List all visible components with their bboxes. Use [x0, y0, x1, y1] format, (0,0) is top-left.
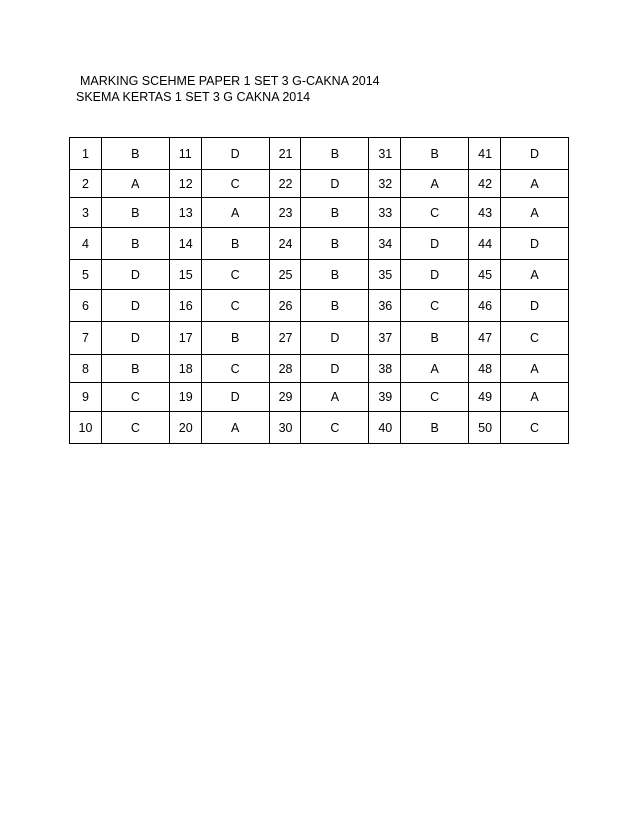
table-row [70, 383, 569, 412]
question-number-cell: 36 [369, 290, 401, 322]
answer-cell: A [201, 198, 269, 228]
answer-cell: B [101, 198, 169, 228]
document-title [76, 73, 380, 105]
answer-cell: D [401, 260, 469, 290]
answer-cell: B [201, 322, 269, 355]
question-number-cell: 50 [469, 412, 501, 444]
answer-cell: B [301, 260, 369, 290]
answer-cell: D [501, 228, 569, 260]
table-row [70, 260, 569, 290]
question-number-cell: 28 [269, 355, 301, 383]
answer-cell: D [101, 322, 169, 355]
table-row [70, 290, 569, 322]
question-number-cell: 32 [369, 170, 401, 198]
answer-cell: A [501, 170, 569, 198]
table-row [70, 198, 569, 228]
question-number-cell: 31 [369, 138, 401, 170]
answer-cell: C [401, 290, 469, 322]
answer-cell: C [401, 198, 469, 228]
answer-cell: C [401, 383, 469, 412]
answer-cell: D [201, 383, 269, 412]
answer-cell: A [501, 355, 569, 383]
question-number-cell: 2 [70, 170, 102, 198]
answer-cell: B [401, 412, 469, 444]
question-number-cell: 29 [269, 383, 301, 412]
question-number-cell: 23 [269, 198, 301, 228]
answer-cell: C [501, 322, 569, 355]
question-number-cell: 45 [469, 260, 501, 290]
answer-cell: B [301, 290, 369, 322]
answer-cell: D [301, 322, 369, 355]
answer-cell: C [501, 412, 569, 444]
answer-cell: C [301, 412, 369, 444]
table-row [70, 412, 569, 444]
answer-cell: C [201, 260, 269, 290]
question-number-cell: 42 [469, 170, 501, 198]
title-line-english: MARKING SCEHME PAPER 1 SET 3 G-CAKNA 2014 [80, 74, 380, 88]
answer-cell: A [401, 170, 469, 198]
answer-cell: D [501, 138, 569, 170]
question-number-cell: 12 [169, 170, 201, 198]
table-row [70, 322, 569, 355]
table-row [70, 170, 569, 198]
question-number-cell: 40 [369, 412, 401, 444]
question-number-cell: 22 [269, 170, 301, 198]
question-number-cell: 5 [70, 260, 102, 290]
answer-cell: D [101, 290, 169, 322]
answer-cell: B [401, 138, 469, 170]
answer-cell: C [201, 355, 269, 383]
question-number-cell: 46 [469, 290, 501, 322]
question-number-cell: 20 [169, 412, 201, 444]
answer-cell: B [301, 198, 369, 228]
answer-cell: A [501, 198, 569, 228]
answer-cell: D [401, 228, 469, 260]
answer-cell: C [201, 170, 269, 198]
question-number-cell: 44 [469, 228, 501, 260]
answer-cell: D [501, 290, 569, 322]
answer-cell: D [201, 138, 269, 170]
answer-cell: A [101, 170, 169, 198]
answer-cell: D [301, 170, 369, 198]
question-number-cell: 17 [169, 322, 201, 355]
table-row [70, 138, 569, 170]
answer-cell: B [101, 228, 169, 260]
question-number-cell: 30 [269, 412, 301, 444]
question-number-cell: 39 [369, 383, 401, 412]
answer-cell: B [101, 138, 169, 170]
answer-cell: B [301, 138, 369, 170]
answer-cell: C [101, 412, 169, 444]
question-number-cell: 4 [70, 228, 102, 260]
question-number-cell: 26 [269, 290, 301, 322]
answer-cell: A [301, 383, 369, 412]
question-number-cell: 38 [369, 355, 401, 383]
question-number-cell: 24 [269, 228, 301, 260]
question-number-cell: 10 [70, 412, 102, 444]
answer-cell: D [301, 355, 369, 383]
table-row [70, 228, 569, 260]
question-number-cell: 9 [70, 383, 102, 412]
table-row [70, 355, 569, 383]
question-number-cell: 15 [169, 260, 201, 290]
question-number-cell: 14 [169, 228, 201, 260]
question-number-cell: 37 [369, 322, 401, 355]
question-number-cell: 18 [169, 355, 201, 383]
question-number-cell: 1 [70, 138, 102, 170]
question-number-cell: 27 [269, 322, 301, 355]
question-number-cell: 7 [70, 322, 102, 355]
answer-cell: A [501, 260, 569, 290]
question-number-cell: 33 [369, 198, 401, 228]
question-number-cell: 13 [169, 198, 201, 228]
question-number-cell: 11 [169, 138, 201, 170]
question-number-cell: 16 [169, 290, 201, 322]
question-number-cell: 19 [169, 383, 201, 412]
question-number-cell: 6 [70, 290, 102, 322]
answer-key-table [69, 137, 569, 444]
answer-cell: D [101, 260, 169, 290]
question-number-cell: 48 [469, 355, 501, 383]
title-line-malay: SKEMA KERTAS 1 SET 3 G CAKNA 2014 [76, 90, 311, 104]
answer-cell: B [201, 228, 269, 260]
question-number-cell: 35 [369, 260, 401, 290]
question-number-cell: 8 [70, 355, 102, 383]
question-number-cell: 25 [269, 260, 301, 290]
answer-cell: A [501, 383, 569, 412]
question-number-cell: 21 [269, 138, 301, 170]
answer-cell: B [301, 228, 369, 260]
question-number-cell: 34 [369, 228, 401, 260]
question-number-cell: 41 [469, 138, 501, 170]
answer-cell: A [401, 355, 469, 383]
answer-cell: C [101, 383, 169, 412]
question-number-cell: 47 [469, 322, 501, 355]
answer-cell: B [101, 355, 169, 383]
question-number-cell: 49 [469, 383, 501, 412]
question-number-cell: 3 [70, 198, 102, 228]
answer-table-body [70, 138, 569, 444]
answer-cell: C [201, 290, 269, 322]
question-number-cell: 43 [469, 198, 501, 228]
answer-cell: A [201, 412, 269, 444]
answer-cell: B [401, 322, 469, 355]
